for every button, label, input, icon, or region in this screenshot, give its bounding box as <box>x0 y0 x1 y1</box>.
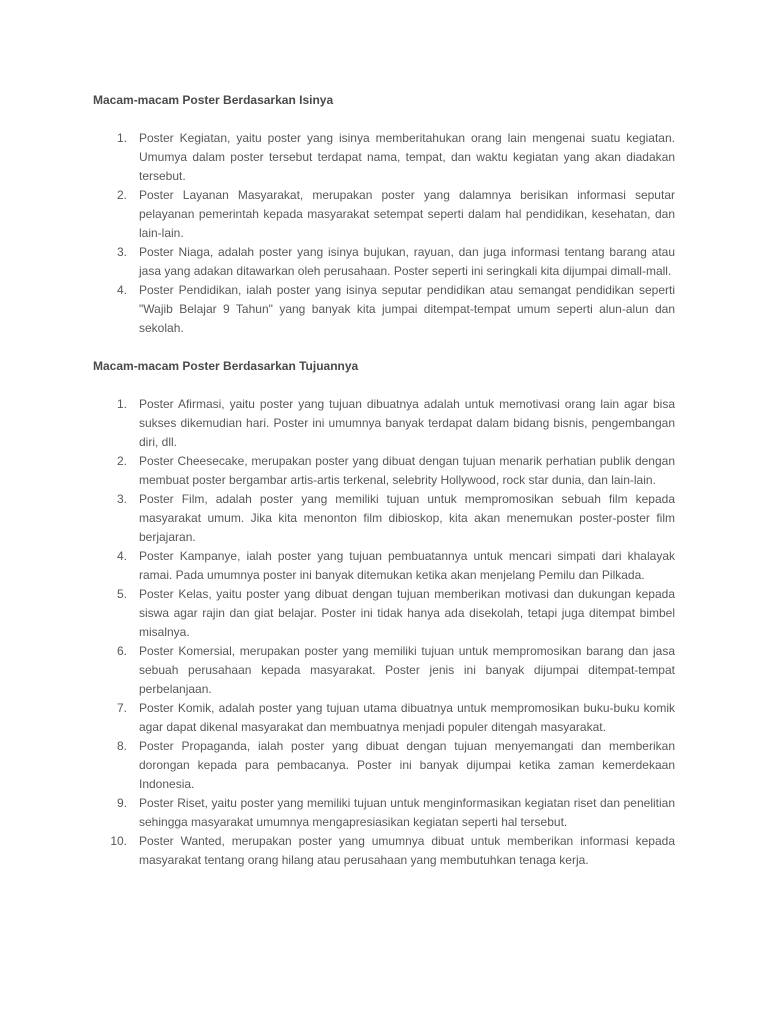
list-item <box>93 129 675 186</box>
item-number: 1. <box>116 131 127 145</box>
item-text: Poster Propaganda, ialah poster yang dibuat dengan tujuan menyemangati dan memberikan dorongan kepada para pembacanya. Poster ini banyak dijumpai ketika zaman kemerdekaan Indonesia. <box>139 739 675 791</box>
item-number: 3. <box>116 492 127 506</box>
section-heading-tujuannya: Macam-macam Poster Berdasarkan Tujuannya <box>93 359 359 373</box>
item-text: Poster Komersial, merupakan poster yang memiliki tujuan untuk mempromosikan barang dan jasa sebuah perusahaan kepada masyarakat. Poster jenis ini banyak dijumpai ditempat-tempat perbelanjaan. <box>139 644 675 696</box>
item-text: Poster Kegiatan, yaitu poster yang isinya memberitahukan orang lain mengenai suatu kegiatan. Umumya dalam poster tersebut terdapat nama, tempat, dan waktu kegiatan yang akan diadakan tersebut. <box>139 131 675 183</box>
item-number: 2. <box>116 454 127 468</box>
item-text: Poster Afirmasi, yaitu poster yang tujuan dibuatnya adalah untuk memotivasi orang lain agar bisa sukses dikemudian hari. Poster ini umumnya banyak terdapat dalam bidang bisnis, pengembangan diri, dll. <box>139 397 675 449</box>
item-number: 4. <box>116 549 127 563</box>
list-poster-isinya <box>93 129 675 338</box>
item-number: 4. <box>116 283 127 297</box>
item-text: Poster Komik, adalah poster yang tujuan utama dibuatnya untuk mempromosikan buku-buku komik agar dapat dikenal masyarakat dan membuatnya menjadi populer ditengah masyarakat. <box>139 701 675 734</box>
item-number: 9. <box>116 796 127 810</box>
list-item <box>93 642 675 699</box>
list-poster-tujuannya <box>93 395 675 870</box>
item-text: Poster Kelas, yaitu poster yang dibuat dengan tujuan memberikan motivasi dan dukungan kepada siswa agar rajin dan giat belajar. Poster ini tidak hanya ada disekolah, tetapi juga ditempat bimbel misalnya. <box>139 587 675 639</box>
item-number: 2. <box>116 188 127 202</box>
list-item <box>93 186 675 243</box>
item-text: Poster Kampanye, ialah poster yang tujuan pembuatannya untuk mencari simpati dari khalayak ramai. Pada umumnya poster ini banyak ditemukan ketika akan menjelang Pemilu dan Pilkada. <box>139 549 675 582</box>
document-page <box>93 91 675 870</box>
list-item <box>93 794 675 832</box>
list-item <box>93 395 675 452</box>
item-text: Poster Layanan Masyarakat, merupakan poster yang dalamnya berisikan informasi seputar pelayanan pemerintah kepada masyarakat setempat seperti dalam hal pendidikan, kesehatan, dan lain-lain. <box>139 188 675 240</box>
item-text: Poster Riset, yaitu poster yang memiliki tujuan untuk menginformasikan kegiatan riset dan penelitian sehingga masyarakat umumnya mengapresiasikan kegiatan seperti hal tersebut. <box>139 796 675 829</box>
list-item <box>93 585 675 642</box>
list-item <box>93 452 675 490</box>
item-number: 5. <box>116 587 127 601</box>
list-item <box>93 832 675 870</box>
list-item <box>93 737 675 794</box>
list-item <box>93 281 675 338</box>
item-text: Poster Wanted, merupakan poster yang umumnya dibuat untuk memberikan informasi kepada masyarakat tentang orang hilang atau perusahaan yang membutuhkan tenaga kerja. <box>139 834 675 867</box>
item-text: Poster Pendidikan, ialah poster yang isinya seputar pendidikan atau semangat pendidikan seperti "Wajib Belajar 9 Tahun" yang banyak kita jumpai ditempat-tempat umum seperti alun-alun dan sekolah. <box>139 283 675 335</box>
item-number: 1. <box>116 397 127 411</box>
item-number: 3. <box>116 245 127 259</box>
item-text: Poster Niaga, adalah poster yang isinya bujukan, rayuan, dan juga informasi tentang barang atau jasa yang adakan ditawarkan oleh perusahaan. Poster seperti ini seringkali kita dijumpai dimall-mall. <box>139 245 675 278</box>
item-number: 6. <box>116 644 127 658</box>
list-item <box>93 699 675 737</box>
list-item <box>93 547 675 585</box>
item-number: 8. <box>116 739 127 753</box>
list-item <box>93 490 675 547</box>
section-heading-isinya: Macam-macam Poster Berdasarkan Isinya <box>93 93 334 107</box>
item-text: Poster Film, adalah poster yang memiliki tujuan untuk mempromosikan sebuah film kepada masyarakat umum. Jika kita menonton film dibioskop, kita akan menemukan poster-poster film berjajaran. <box>139 492 675 544</box>
item-number: 7. <box>116 701 127 715</box>
item-number: 10. <box>110 834 127 848</box>
list-item <box>93 243 675 281</box>
item-text: Poster Cheesecake, merupakan poster yang dibuat dengan tujuan menarik perhatian publik dengan membuat poster bergambar artis-artis terkenal, selebrity Hollywood, rock star dunia, dan lain-lain. <box>139 454 675 487</box>
